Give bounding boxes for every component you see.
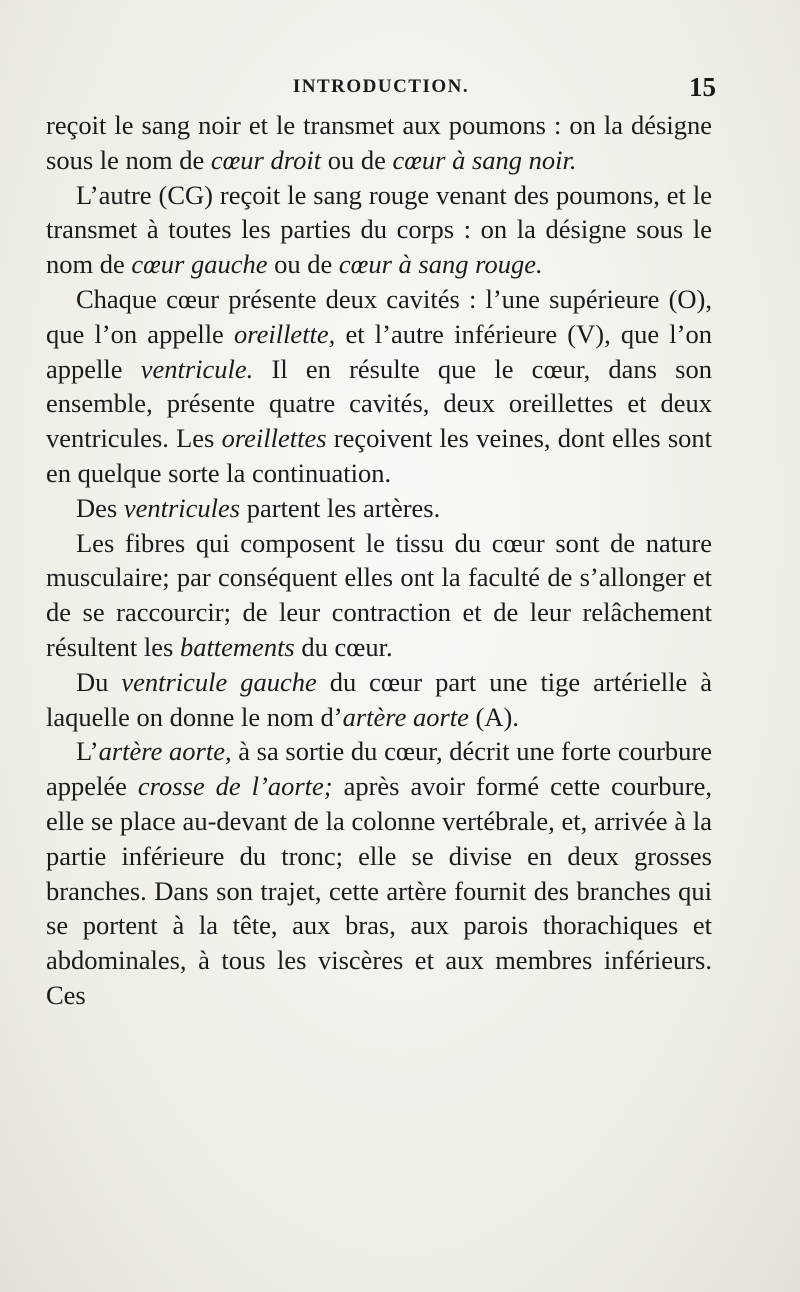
text-run: Des (76, 492, 124, 523)
text-run: ou de (321, 144, 393, 175)
text-run: du cœur. (294, 631, 393, 662)
italic-term: oreillette, (234, 318, 336, 349)
text-run: Les fibres qui composent le tissu du cœur sont de nature musculaire; par conséquent elles ont la faculté de s’allonger et de se raccourcir; de leur contraction et de leur relâchement résultent les (46, 527, 712, 662)
paragraph-3 (46, 282, 712, 491)
paragraph-1 (46, 108, 712, 178)
italic-term: ventricule. (140, 353, 254, 384)
italic-term: cœur à sang rouge. (338, 249, 543, 280)
text-run: reçoit le sang noir et le transmet aux poumons : on la désigne sous le nom de (46, 110, 712, 175)
italic-term: ventricules (123, 492, 241, 523)
text-run: (A). (468, 701, 519, 732)
page-number: 15 (689, 72, 716, 102)
italic-term: cœur gauche (131, 249, 268, 280)
text-run: du cœur part une tige artérielle à laquelle on donne le nom d’ (46, 666, 712, 732)
text-run: après avoir formé cette courbure, elle se place au-devant de la colonne vertébrale, et, arrivée à la partie inférieure du tronc; elle se divise en deux grosses branches. Dans son trajet, cette artère fournit des branches qui se portent à la tête, aux bras, aux parois thorachiques et abdominales, à tous les viscères et aux membres inférieurs. Ces (46, 771, 712, 1010)
text-run: et l’autre inférieure (V), que l’on appelle (46, 318, 712, 384)
body-text (46, 108, 712, 1013)
page-header (46, 72, 716, 106)
paragraph-5 (46, 526, 712, 665)
running-head: INTRODUCTION. (292, 76, 470, 97)
italic-term: cœur droit (210, 144, 322, 175)
text-run: ou de (267, 249, 339, 280)
paragraph-6 (46, 665, 712, 735)
italic-term: cœur à sang noir. (392, 144, 577, 175)
text-run: à sa sortie du cœur, décrit une forte courbure appelée (46, 736, 712, 802)
italic-term: battements (179, 631, 295, 662)
paragraph-7 (46, 734, 712, 1012)
text-run: Chaque cœur présente deux cavités : l’une supérieure (O), que l’on appelle (46, 283, 712, 349)
italic-term: artère aorte (342, 701, 469, 732)
italic-term: ventricule gauche (121, 666, 317, 697)
text-run: reçoivent les veines, dont elles sont en quelque sorte la continuation. (46, 423, 712, 488)
italic-term: oreillettes (221, 423, 327, 454)
paragraph-2 (46, 178, 712, 282)
text-run: L’autre (CG) reçoit le sang rouge venant des poumons, et le transmet à toutes les parties du corps : on la désigne sous le nom de (46, 179, 712, 280)
italic-term: artère aorte, (98, 736, 232, 767)
paragraph-4 (46, 491, 712, 526)
text-run: partent les artères. (240, 492, 441, 523)
text-run: Il en résulte que le cœur, dans son ensemble, présente quatre cavités, deux oreillettes et deux ventricules. Les (46, 353, 713, 454)
italic-term: crosse de l’aorte; (137, 771, 333, 802)
text-run: L’ (76, 736, 99, 767)
text-run: Du (76, 666, 122, 697)
